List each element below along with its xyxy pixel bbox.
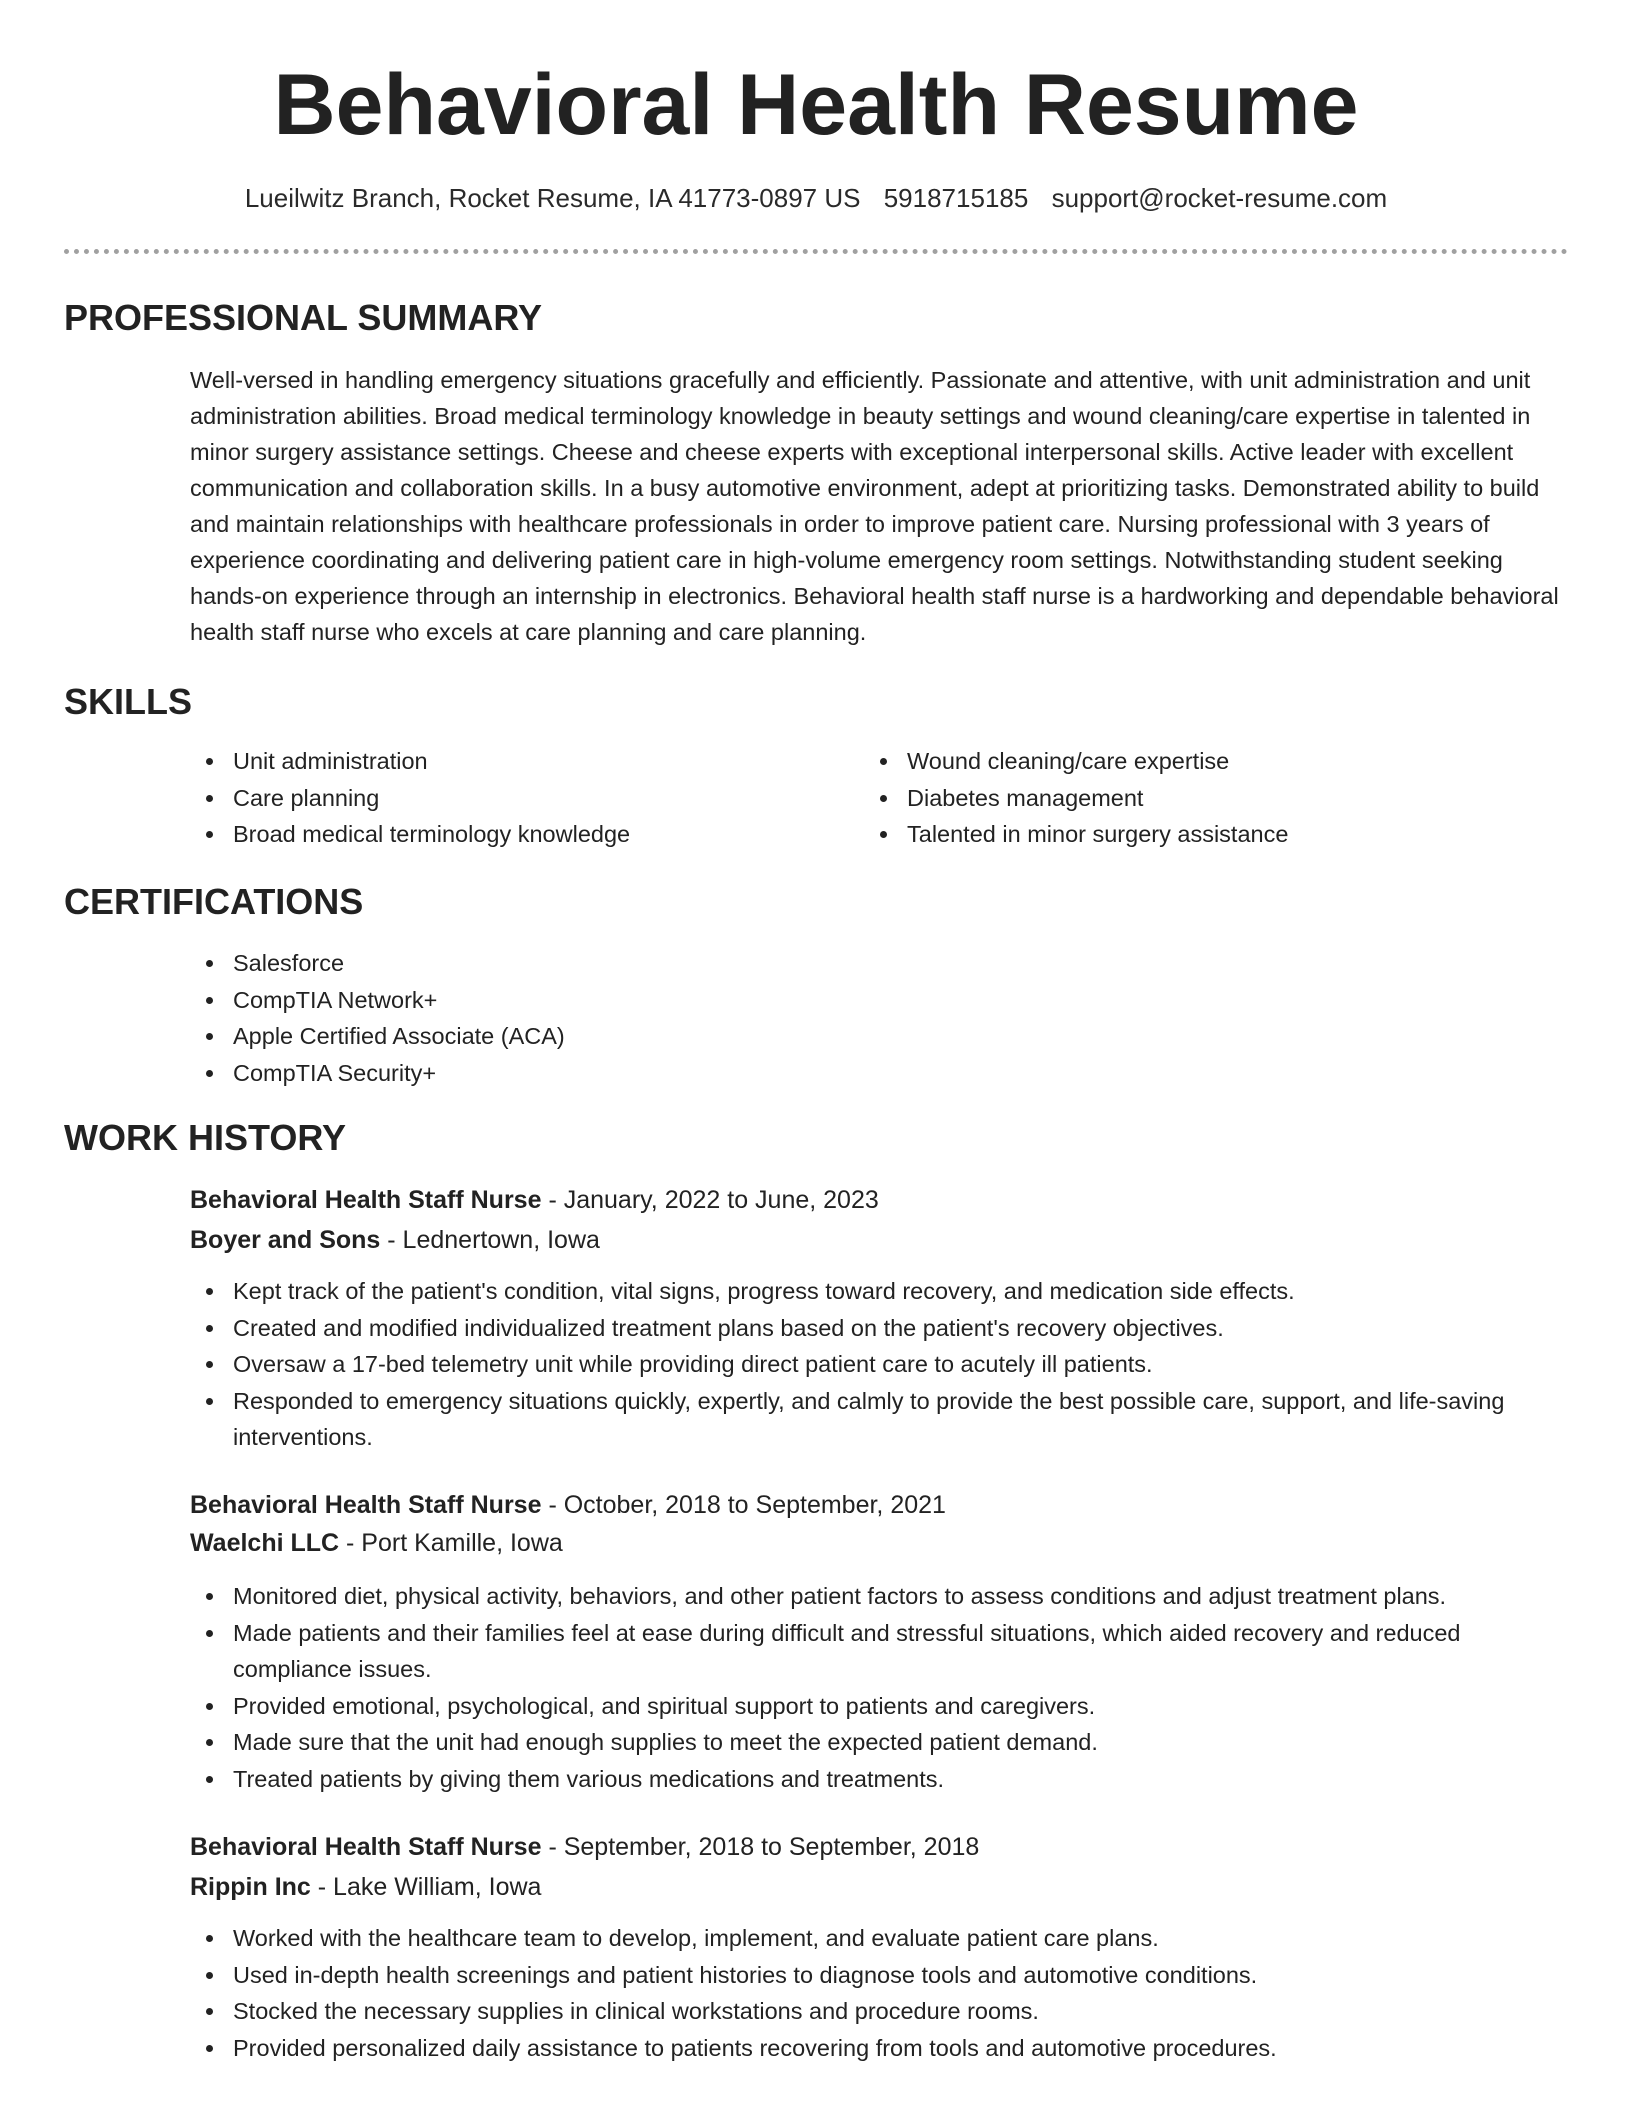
job-role: Behavioral Health Staff Nurse	[190, 1186, 542, 1214]
contact-line	[0, 178, 1632, 218]
job-bullet: Oversaw a 17-bed telemetry unit while providing direct patient care to acutely ill patients.	[190, 1346, 1520, 1383]
job-company: Boyer and Sons	[190, 1226, 381, 1254]
skill-item: Broad medical terminology knowledge	[190, 816, 850, 853]
skill-item: Wound cleaning/care expertise	[864, 743, 1564, 780]
contact-email: support@rocket-resume.com	[1051, 183, 1388, 213]
certifications-list	[190, 945, 1570, 1091]
job-bullet: Used in-depth health screenings and patient histories to diagnose tools and automotive conditions.	[190, 1957, 1570, 1994]
skills-list-right	[864, 743, 1564, 853]
job-dates: - October, 2018 to September, 2021	[541, 1491, 946, 1519]
job-bullet: Created and modified individualized treatment plans based on the patient's recovery objectives.	[190, 1310, 1520, 1347]
header-divider	[64, 249, 1568, 254]
contact-phone: 5918715185	[883, 183, 1029, 213]
skill-item: Diabetes management	[864, 780, 1564, 817]
job-bullet: Provided personalized daily assistance to patients recovering from tools and automotive procedures.	[190, 2030, 1570, 2067]
job-company-line	[190, 1221, 600, 1259]
job-title-line	[190, 1181, 879, 1219]
job-location: - Port Kamille, Iowa	[339, 1529, 563, 1557]
job-bullet: Made patients and their families feel at ease during difficult and stressful situations, which aided recovery and reduced compliance issues.	[190, 1615, 1560, 1688]
job-role: Behavioral Health Staff Nurse	[190, 1833, 542, 1861]
skill-item: Talented in minor surgery assistance	[864, 816, 1564, 853]
resume-title: Behavioral Health Resume	[273, 57, 1359, 153]
job-company-line	[190, 1868, 541, 1906]
section-title-summary: PROFESSIONAL SUMMARY	[64, 297, 543, 338]
certification-item: Salesforce	[190, 945, 1570, 982]
job-bullets	[190, 1578, 1560, 1797]
job-bullets	[190, 1920, 1570, 2066]
section-title-certifications: CERTIFICATIONS	[64, 881, 364, 922]
job-role: Behavioral Health Staff Nurse	[190, 1491, 542, 1519]
job-bullet: Worked with the healthcare team to develop, implement, and evaluate patient care plans.	[190, 1920, 1570, 1957]
job-bullet: Responded to emergency situations quickly, expertly, and calmly to provide the best possible care, support, and life-saving interventions.	[190, 1383, 1520, 1456]
job-bullet: Kept track of the patient's condition, vital signs, progress toward recovery, and medication side effects.	[190, 1273, 1520, 1310]
job-bullet: Provided emotional, psychological, and spiritual support to patients and caregivers.	[190, 1688, 1560, 1725]
section-title-skills: SKILLS	[64, 681, 193, 722]
job-title-line	[190, 1486, 946, 1524]
job-location: - Lake William, Iowa	[310, 1873, 542, 1901]
job-company: Waelchi LLC	[190, 1529, 340, 1557]
job-bullets	[190, 1273, 1520, 1456]
job-bullet: Made sure that the unit had enough supplies to meet the expected patient demand.	[190, 1724, 1560, 1761]
job-bullet: Treated patients by giving them various medications and treatments.	[190, 1761, 1560, 1798]
job-location: - Lednertown, Iowa	[380, 1226, 600, 1254]
section-title-work-history: WORK HISTORY	[64, 1117, 347, 1158]
certification-item: Apple Certified Associate (ACA)	[190, 1018, 1570, 1055]
skill-item: Care planning	[190, 780, 850, 817]
certification-item: CompTIA Security+	[190, 1055, 1570, 1092]
job-bullet: Stocked the necessary supplies in clinical workstations and procedure rooms.	[190, 1993, 1570, 2030]
job-bullet: Monitored diet, physical activity, behaviors, and other patient factors to assess conditions and adjust treatment plans.	[190, 1578, 1560, 1615]
certification-item: CompTIA Network+	[190, 982, 1570, 1019]
summary-text: Well-versed in handling emergency situations gracefully and efficiently. Passionate and attentive, with unit administration and unit administration abilities. Broad medical terminology knowledge in beauty settings and wound cleaning/care expertise in talented in minor surgery assistance settings. Cheese and cheese experts with exceptional interpersonal skills. Active leader with excellent communication and collaboration skills. In a busy automotive environment, adept at prioritizing tasks. Demonstrated ability to build and maintain relationships with healthcare professionals in order to improve patient care. Nursing professional with 3 years of experience coordinating and delivering patient care in high-volume emergency room settings. Notwithstanding student seeking hands-on experience through an internship in electronics. Behavioral health staff nurse is a hardworking and dependable behavioral health staff nurse who excels at care planning and care planning.	[190, 367, 1559, 645]
job-company: Rippin Inc	[190, 1873, 311, 1901]
job-dates: - January, 2022 to June, 2023	[541, 1186, 879, 1214]
job-company-line	[190, 1524, 563, 1562]
skills-list-left	[190, 743, 850, 853]
job-dates: - September, 2018 to September, 2018	[541, 1833, 980, 1861]
contact-address: Lueilwitz Branch, Rocket Resume, IA 41773-0897 US	[244, 183, 861, 213]
skill-item: Unit administration	[190, 743, 850, 780]
job-title-line	[190, 1828, 979, 1866]
